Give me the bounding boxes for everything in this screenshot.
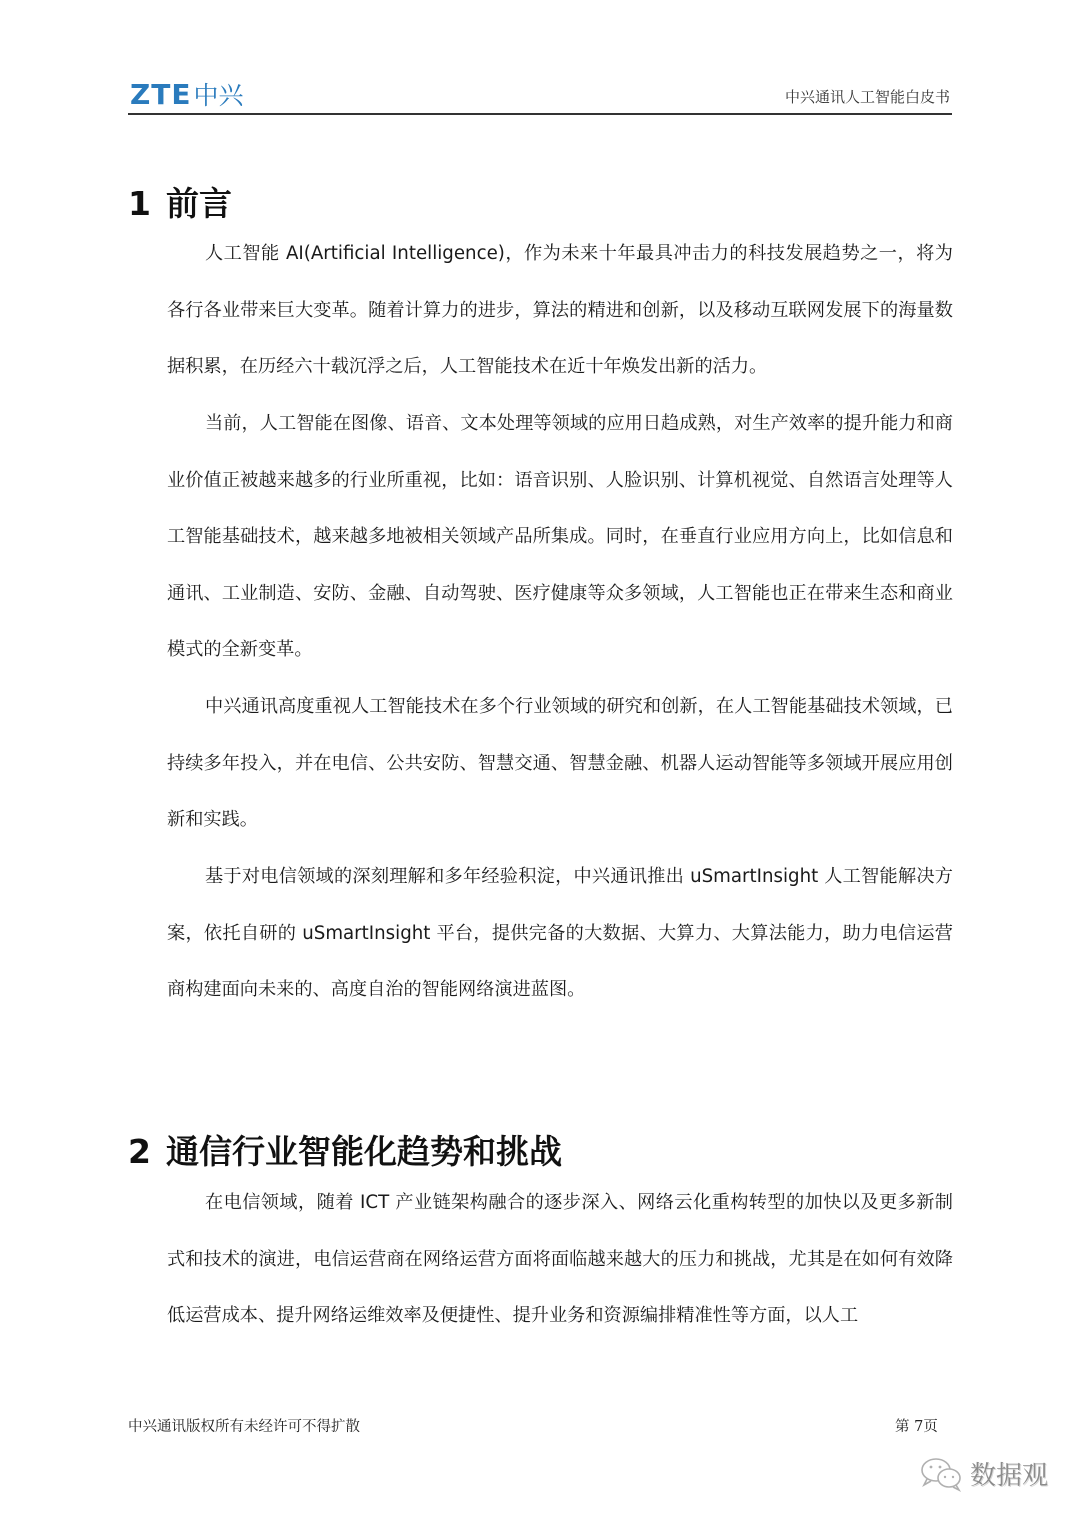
page-header	[128, 72, 952, 114]
paragraph: 当前，人工智能在图像、语音、文本处理等领域的应用日趋成熟，对生产效率的提升能力和商业价值正被越来越多的行业所重视，比如：语音识别、人脸识别、计算机视觉、自然语言处理等人工智能基础技术，越来越多地被相关领域产品所集成。同时，在垂直行业应用方向上，比如信息和通讯、工业制造、安防、金融、自动驾驶、医疗健康等众多领域，人工智能也正在带来生态和商业模式的全新变革。	[167, 413, 953, 661]
logo-chinese: 中兴	[193, 81, 244, 110]
footer-copyright: 中兴通讯版权所有未经许可不得扩散	[128, 1419, 360, 1435]
header-divider	[128, 113, 952, 115]
section-heading-1	[128, 178, 232, 225]
paragraph: 基于对电信领域的深刻理解和多年经验积淀，中兴通讯推出 uSmartInsight 人工智能解决方案，依托自研的 uSmartInsight 平台，提供完备的大数据、大算力、大算法能力，助力电信运营商构建面向未来的、高度自治的智能网络演进蓝图。	[167, 866, 953, 1001]
page-number: 第 7页	[895, 1419, 938, 1435]
wechat-icon	[918, 1456, 966, 1492]
watermark	[918, 1455, 1048, 1492]
section-heading-2	[128, 1126, 562, 1173]
paragraph: 人工智能 AI(Artificial Intelligence)，作为未来十年最具冲击力的科技发展趋势之一，将为各行各业带来巨大变革。随着计算力的进步，算法的精进和创新，以及移动互联网发展下的海量数据积累，在历经六十载沉浮之后，人工智能技术在近十年焕发出新的活力。	[167, 243, 953, 378]
section-title: 前言	[166, 184, 232, 223]
paragraph: 中兴通讯高度重视人工智能技术在多个行业领域的研究和创新，在人工智能基础技术领域，已持续多年投入，并在电信、公共安防、智慧交通、智慧金融、机器人运动智能等多领域开展应用创新和实践。	[167, 696, 953, 831]
document-title: 中兴通讯人工智能白皮书	[784, 88, 950, 106]
zte-logo	[130, 76, 244, 112]
section-number: 2	[128, 1132, 151, 1171]
watermark-text: 数据观	[970, 1461, 1049, 1491]
section-number: 1	[128, 184, 151, 223]
paragraph: 在电信领域，随着 ICT 产业链架构融合的逐步深入、网络云化重构转型的加快以及更多新制式和技术的演进，电信运营商在网络运营方面将面临越来越大的压力和挑战，尤其是在如何有效降低运营成本、提升网络运维效率及便捷性、提升业务和资源编排精准性等方面，以人工	[167, 1192, 953, 1327]
logo-latin: ZTE	[130, 78, 192, 111]
section-title: 通信行业智能化趋势和挑战	[166, 1132, 562, 1171]
